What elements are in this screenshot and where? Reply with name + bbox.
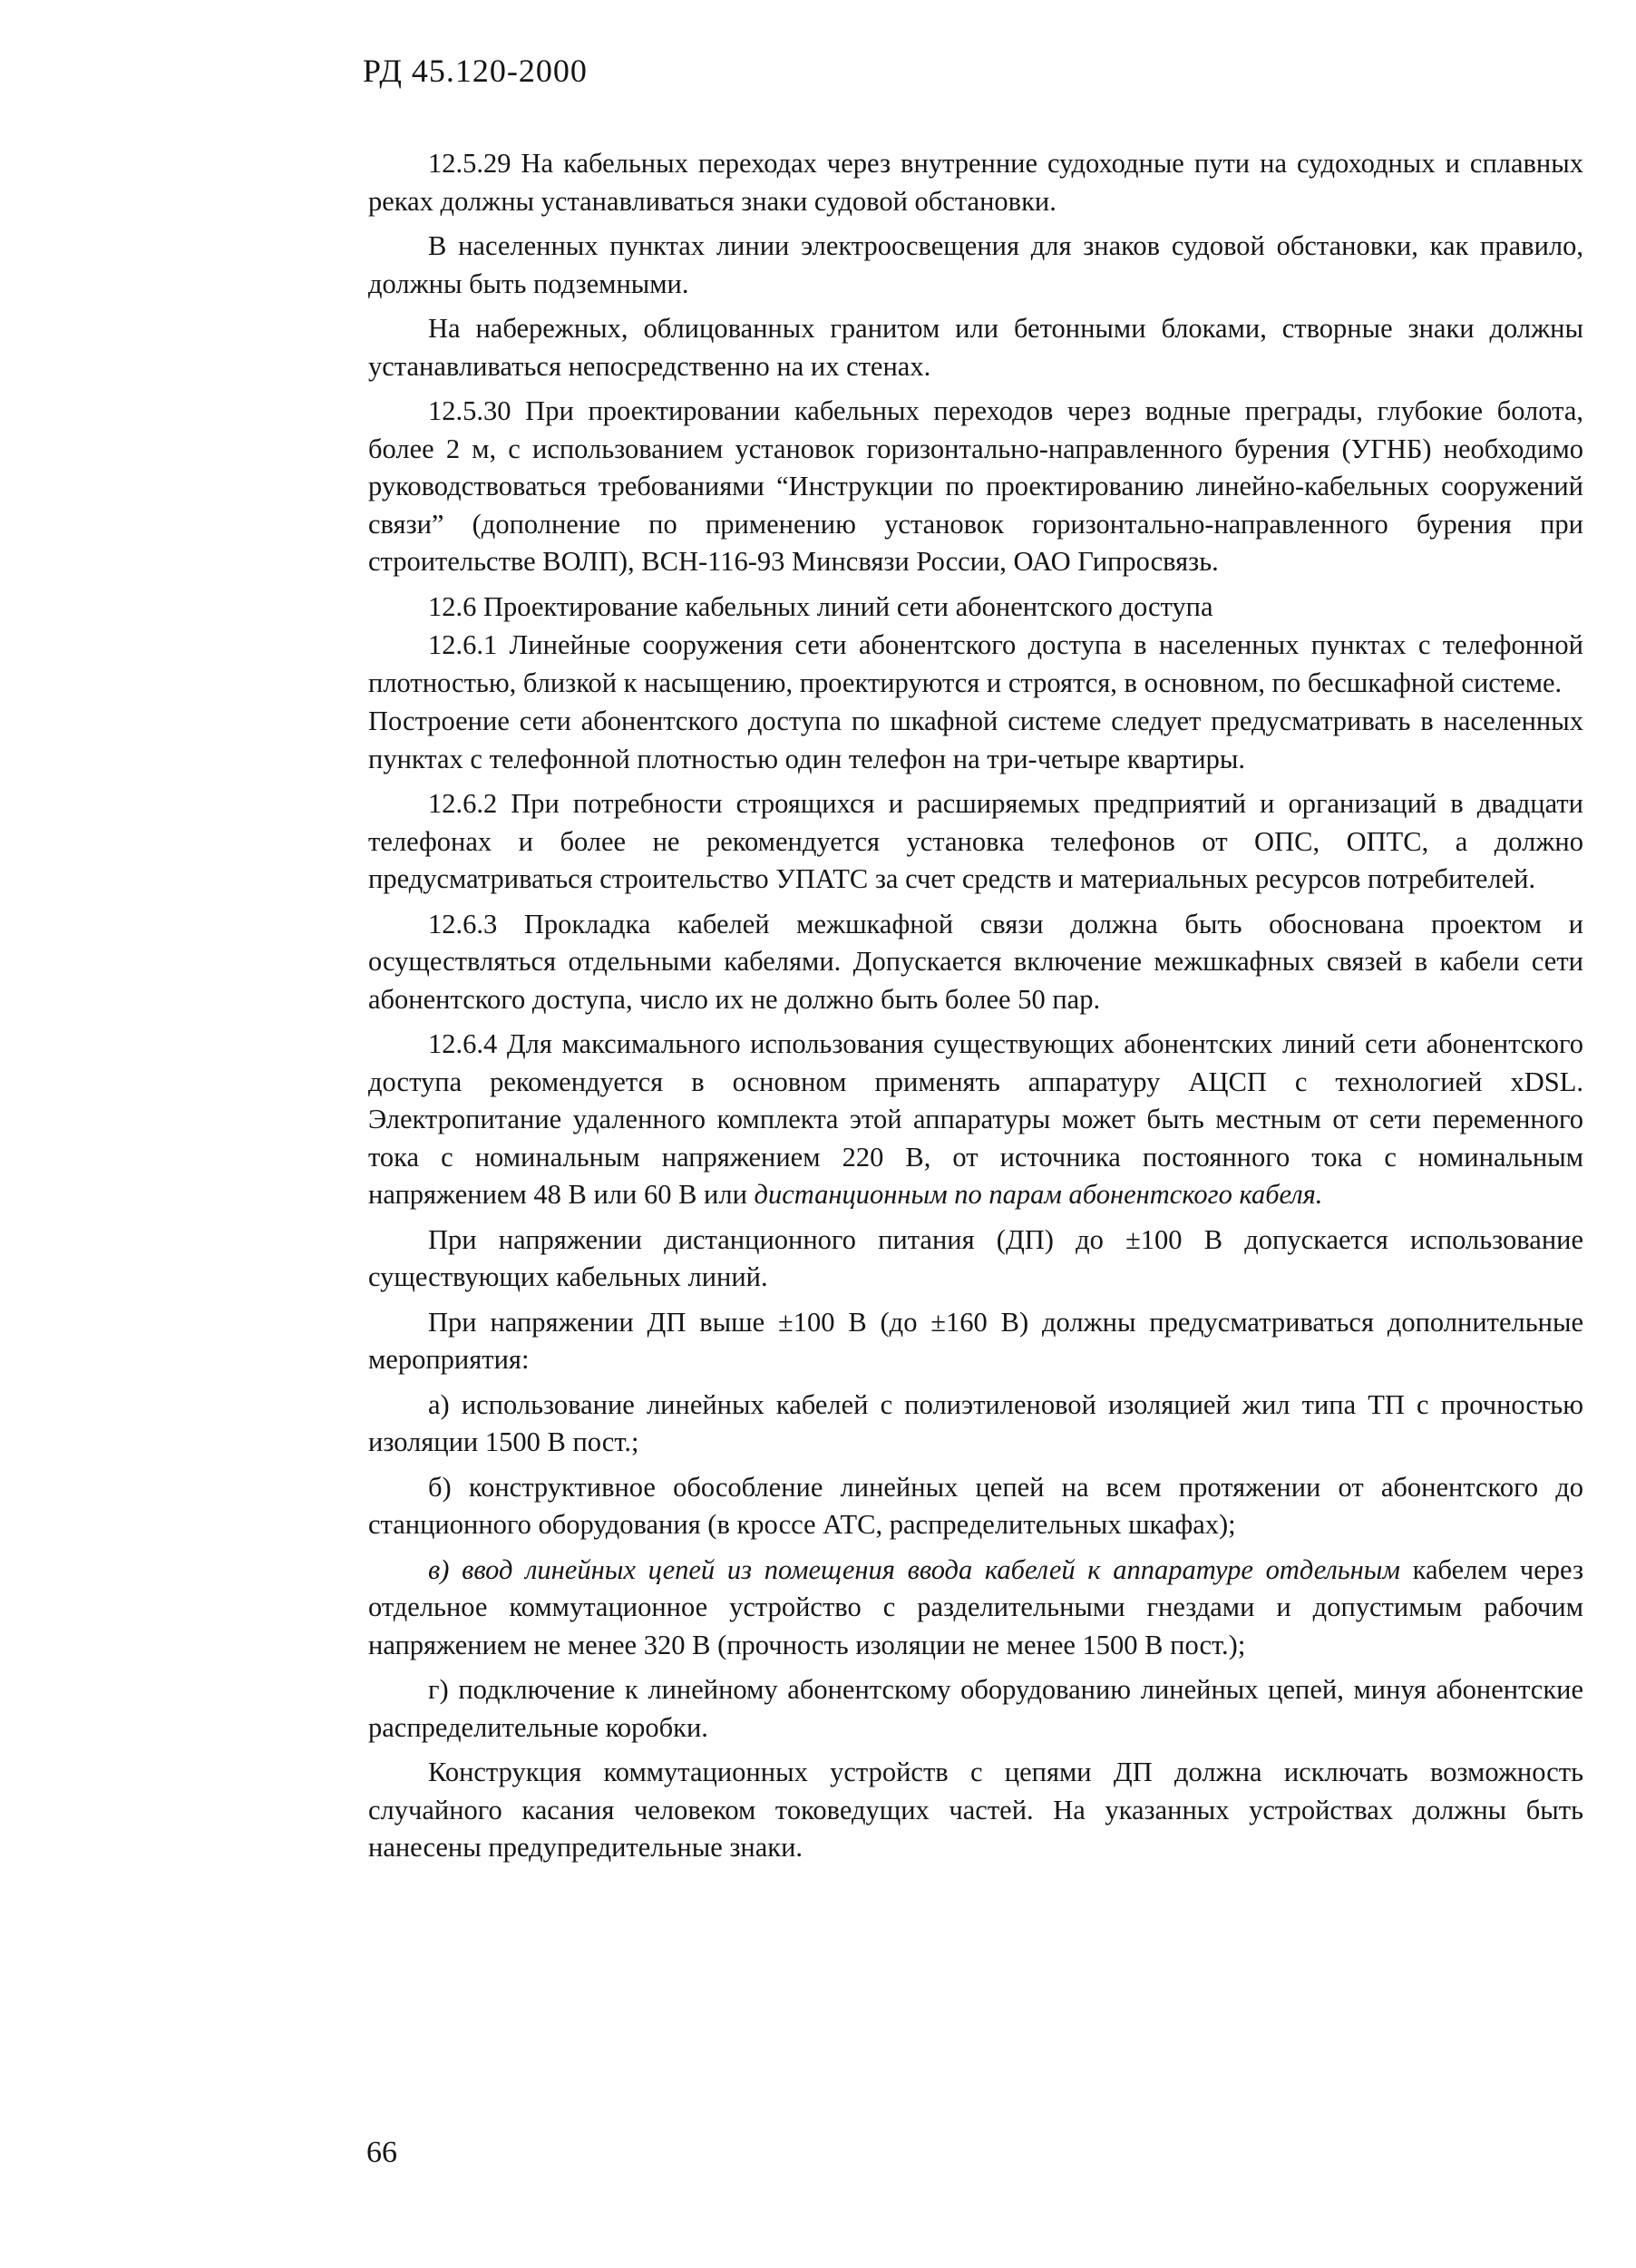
paragraph-12-6-3: 12.6.3 Прокладка кабелей межшкафной связи должна быть обоснована проектом и осуществляться отдельными кабелями. Допускается включение межшкафных связей в кабели сети абонентского доступа, число их не должно быть более 50 пар.	[368, 908, 1583, 1015]
document-body	[368, 145, 1583, 1867]
paragraph-remote-power-100: При напряжении дистанционного питания (ДП) до ±100 В допускается использование существующих кабельных линий.	[368, 1223, 1583, 1292]
paragraph-warning-signs: Конструкция коммутационных устройств с цепями ДП должна исключать возможность случайного касания человеком токоведущих частей. На указанных устройствах должны быть нанесены предупредительные знаки.	[368, 1757, 1583, 1863]
paragraph-embankments: На набережных, облицованных гранитом или бетонными блоками, створные знаки должны устанавливаться непосредственно на их стенах.	[368, 313, 1583, 382]
paragraph-12-6-4-italic-tail: дистанционным по парам абонентского кабеля.	[754, 1179, 1323, 1210]
section-heading-12-6: 12.6 Проектирование кабельных линий сети абонентского доступа	[428, 590, 1213, 622]
paragraph-remote-power-160: При напряжении ДП выше ±100 В (до ±160 В) должны предусматриваться дополнительные мероприятия:	[368, 1306, 1583, 1375]
document-code: РД 45.120-2000	[363, 53, 588, 89]
paragraph-lighting: В населенных пунктах линии электроосвещения для знаков судовой обстановки, как правило, должны быть подземными.	[368, 230, 1583, 299]
list-item-a: а) использование линейных кабелей с полиэтиленовой изоляцией жил типа ТП с прочностью изоляции 1500 В пост.;	[368, 1388, 1583, 1457]
list-item-g: г) подключение к линейному абонентскому оборудованию линейных цепей, минуя абонентские распределительные коробки.	[368, 1674, 1583, 1743]
paragraph-12-6-4	[368, 1026, 1583, 1214]
paragraph-12-6-1: 12.6.1 Линейные сооружения сети абонентского доступа в населенных пунктах с телефонной плотностью, близкой к насыщению, проектируются и строятся, в основном, по бесшкафной системе.	[368, 629, 1583, 698]
paragraph-12-5-29: 12.5.29 На кабельных переходах через внутренние судоходные пути на судоходных и сплавных реках должны устанавливаться знаки судовой обстановки.	[368, 148, 1583, 217]
paragraph-12-6-4-text: 12.6.4 Для максимального использования существующих абонентских линий сети абонентского доступа рекомендуется в основном применять аппаратуру АЦСП с технологией xDSL. Электропитание удаленного комплекта этой аппаратуры может быть местным от сети переменного тока с номинальным напряжением 220 В, от источника постоянного тока с номинальным напряжением 48 В или 60 В или	[368, 1028, 1583, 1210]
list-item-v-italic-head: в) ввод линейных цепей из помещения ввода кабелей к аппаратуре отдельным	[428, 1553, 1400, 1585]
page-number: 66	[366, 2136, 397, 2169]
paragraph-cabinet-system: Построение сети абонентского доступа по шкафной системе следует предусматривать в населенных пунктах с телефонной плотностью один телефон на три-четыре квартиры.	[368, 706, 1583, 774]
paragraph-12-6-2: 12.6.2 При потребности строящихся и расширяемых предприятий и организаций в двадцати телефонах и более не рекомендуется установка телефонов от ОПС, ОПТС, а должно предусматриваться строительство УПАТС за счет средств и материальных ресурсов потребителей.	[368, 788, 1583, 894]
list-item-v-text: кабелем через отдельное коммутационное устройство с разделительными гнездами и допустимым рабочим напряжением не менее 320 В (прочность изоляции не менее 1500 В пост.);	[368, 1553, 1584, 1660]
list-item-b: б) конструктивное обособление линейных цепей на всем протяжении от абонентского до станционного оборудования (в кроссе АТС, распределительных шкафах);	[368, 1471, 1583, 1540]
paragraph-12-5-30: 12.5.30 При проектировании кабельных переходов через водные преграды, глубокие болота, более 2 м, с использованием установок горизонтально-направленного бурения (УГНБ) необходимо руководствоваться требованиями “Инструкции по проектированию линейно-кабельных сооружений связи” (дополнение по применению установок горизонтально-направленного бурения при строительстве ВОЛП), ВСН-116-93 Минсвязи России, ОАО Гипросвязь.	[368, 395, 1583, 577]
list-item-v	[368, 1552, 1583, 1665]
